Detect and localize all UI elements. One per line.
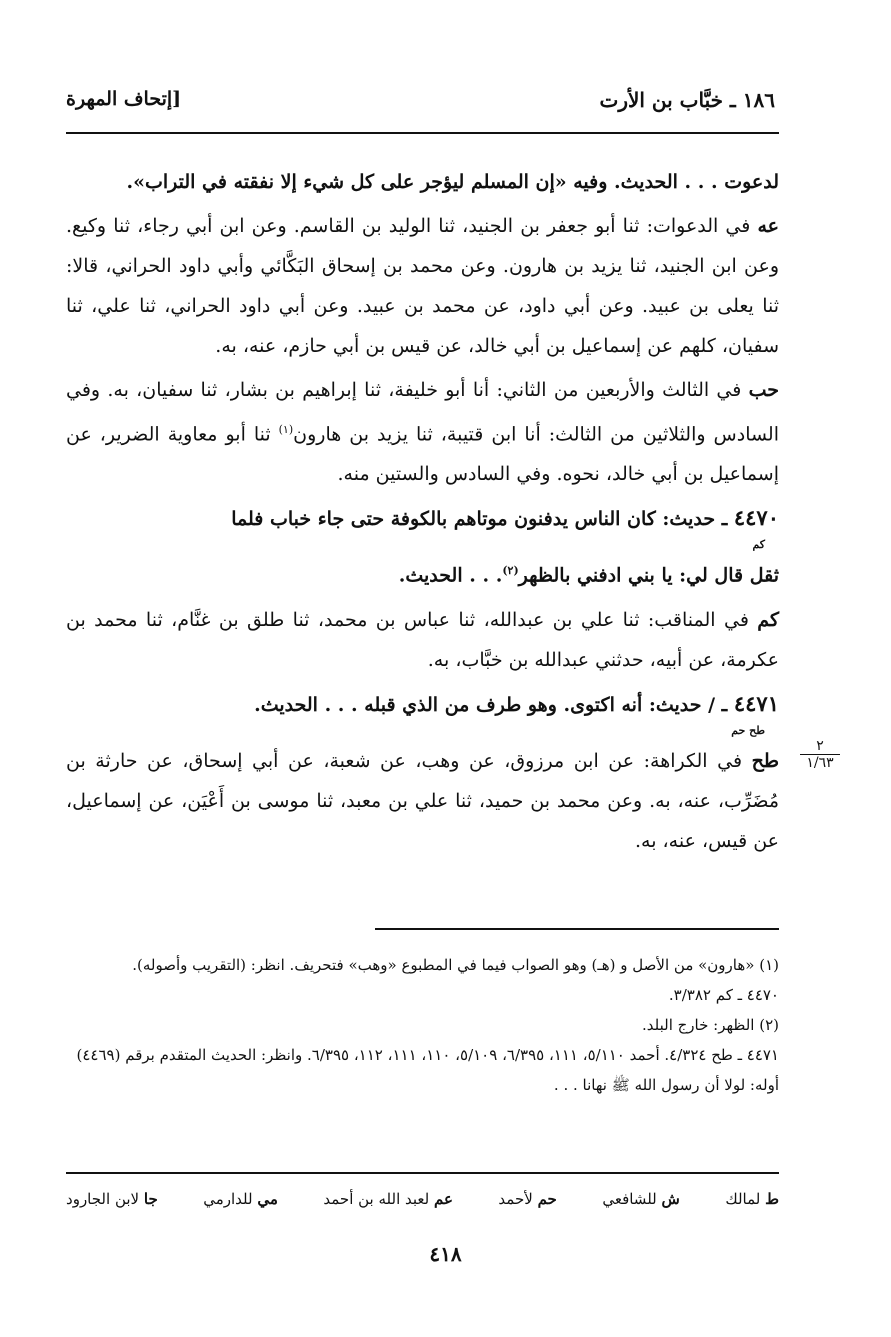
main-text (66, 162, 779, 865)
abbreviations-rule (66, 1172, 779, 1174)
paragraph-3 (66, 370, 779, 494)
paragraph-4470-source (66, 600, 779, 680)
source-text-cont: ثنا أبو معاوية الضرير، عن إسماعيل بن أبي خالد، نحوه. وفي السادس والستين منه. (66, 423, 779, 486)
footnote: (١) «هارون» من الأصل و (هـ) وهو الصواب فيما في المطبوع «وهب» فتحريف. انظر: (التقريب وأصوله). (132, 956, 779, 974)
source-code: عه (757, 215, 779, 237)
hadith-text: ـ حديث: كان الناس يدفنون موتاهم بالكوفة حتى جاء خباب فلما (231, 508, 734, 531)
abbreviation-item: عم لعبد الله بن أحمد (323, 1190, 453, 1208)
abbreviation-item: جا لابن الجارود (66, 1190, 158, 1208)
footnotes (66, 950, 779, 1100)
hadith-4470 (66, 498, 779, 595)
paragraph-4471-source (66, 741, 779, 861)
source-code: حب (748, 379, 779, 401)
hadith-text-cont: ثقل قال لي: يا بني ادفني بالظهر (518, 564, 779, 587)
margin-note-bottom: ١/٦٣ (806, 755, 834, 771)
hadith-text: ـ / حديث: أنه اكتوى. وهو طرف من الذي قبله . . . الحديث. (254, 693, 734, 716)
source-text: في الكراهة: عن ابن مرزوق، عن وهب، عن شعبة، عن أبي إسحاق، عن حارثة بن مُضَرِّب، عنه، به. وعن محمد بن حميد، ثنا علي بن معبد، ثنا موسى بن أَعْيَن، عن إسماعيل، عن قيس، عنه، به. (66, 749, 779, 852)
hadith-number: ٤٤٧٠ (733, 505, 779, 531)
footnote-rule (375, 928, 779, 930)
hadith-text-end: . . . الحديث. (398, 564, 503, 587)
book-title: [إتحاف المهرة (66, 88, 182, 110)
source-mark: كم (752, 538, 765, 552)
source-code: طح (751, 749, 779, 772)
source-code: كم (757, 608, 779, 631)
page-header (66, 88, 775, 118)
margin-note (800, 738, 840, 771)
footnote: (٢) الظهر: خارج البلد. (641, 1016, 779, 1034)
source-text: في الدعوات: ثنا أبو جعفر بن الجنيد، ثنا الوليد بن القاسم. وعن ابن أبي رجاء، ثنا وكيع. وعن ابن الجنيد، ثنا يزيد بن هارون. وعن محمد بن إسحاق البَكَّائي وأبي داود الحراني، قالا: ثنا يعلى بن عبيد. وعن أبي داود، عن محمد بن عبيد. وعن أبي داود الحراني، ثنا علي، ثنا سفيان، كلهم عن إسماعيل بن أبي خالد، عن قيس بن أبي حازم، عنه، به. (66, 215, 779, 357)
margin-note-top: ٢ (800, 738, 840, 755)
hadith-number: ٤٤٧١ (733, 690, 779, 716)
hadith-4471 (66, 684, 779, 737)
paragraph-1: لدعوت . . . الحديث. وفيه «إن المسلم ليؤجر على كل شيء إلا نفقته في التراب». (126, 171, 779, 193)
abbreviation-item: مي للدارمي (203, 1190, 278, 1208)
chapter-title: ١٨٦ ـ خبَّاب بن الأرت (599, 88, 775, 112)
header-rule (66, 132, 779, 134)
paragraph-2 (66, 206, 779, 366)
abbreviation-item: ط لمالك (725, 1190, 779, 1208)
source-mark: طح حم (731, 723, 765, 737)
footnote-ref: (٢) (502, 564, 519, 578)
footnote: ٤٤٧٠ ـ كم ٣/٣٨٢. (668, 986, 779, 1004)
abbreviations-legend (66, 1190, 779, 1208)
footnote-ref: (١) (278, 423, 294, 436)
footnote: ٤٤٧١ ـ طح ٤/٣٢٤. أحمد ٥/١١٠، ١١١، ٦/٣٩٥، ٥/١٠٩، ١١٠، ١١١، ١١٢، ٦/٣٩٥. وانظر: الحديث المتقدم برقم (٤٤٦٩) أوله: لولا أن رسول الله ﷺ نهانا . . . (76, 1046, 779, 1094)
source-text: في المناقب: ثنا علي بن عبدالله، ثنا عباس بن محمد، ثنا طلق بن غنَّام، ثنا محمد بن عكرمة، عن أبيه، حدثني عبدالله بن خبَّاب، به. (66, 608, 779, 671)
page-number: ٤١٨ (429, 1242, 462, 1266)
source-text: في الثالث والأربعين من الثاني: أنا أبو خليفة، ثنا إبراهيم بن بشار، ثنا سفيان، به. وفي السادس والثلاثين من الثالث: أنا ابن قتيبة، ثنا يزيد بن هارون (66, 379, 779, 446)
abbreviation-item: ش للشافعي (602, 1190, 680, 1208)
abbreviation-item: حم لأحمد (498, 1190, 557, 1208)
